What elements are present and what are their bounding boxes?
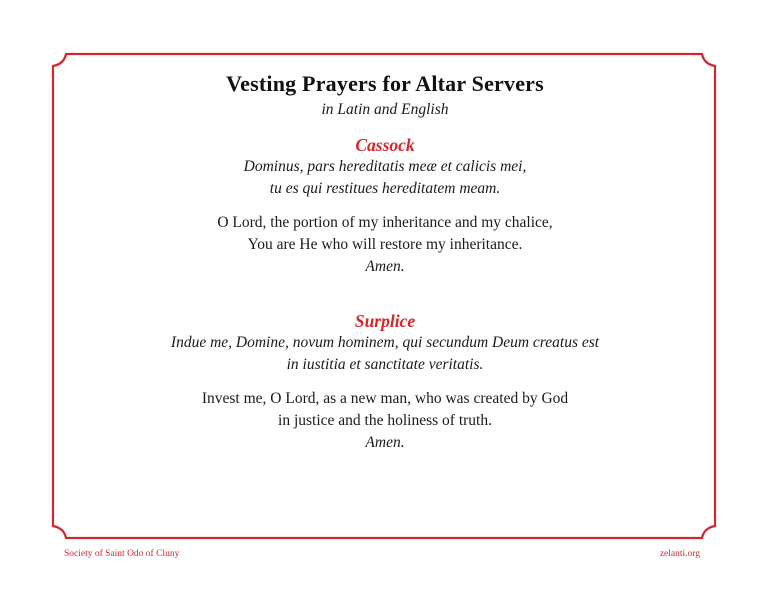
section-cassock — [64, 134, 706, 278]
amen-line: Amen. — [365, 434, 405, 451]
section-heading-cassock: Cassock — [355, 135, 415, 155]
english-line: O Lord, the portion of my inheritance and my chalice, — [217, 214, 553, 231]
prayer-card — [64, 70, 706, 454]
english-line: in justice and the holiness of truth. — [278, 412, 492, 429]
section-heading-surplice: Surplice — [354, 311, 416, 331]
latin-line: Dominus, pars hereditatis meæ et calicis mei, — [243, 158, 527, 175]
latin-prayer-surplice — [64, 332, 706, 376]
latin-line: tu es qui restitues hereditatem meam. — [269, 180, 501, 197]
latin-line: in iustitia et sanctitate veritatis. — [286, 356, 484, 373]
section-surplice — [64, 310, 706, 454]
footer-society-name: Society of Saint Odo of Cluny — [64, 549, 180, 559]
footer-website-link[interactable]: zelanti.org — [659, 549, 700, 559]
amen-line: Amen. — [365, 258, 405, 275]
english-line: Invest me, O Lord, as a new man, who was created by God — [201, 390, 569, 407]
page-subtitle: in Latin and English — [321, 101, 449, 118]
english-line: You are He who will restore my inheritance. — [247, 236, 523, 253]
english-prayer-cassock — [64, 212, 706, 278]
page-title: Vesting Prayers for Altar Servers — [226, 71, 544, 96]
english-prayer-surplice — [64, 388, 706, 454]
latin-prayer-cassock — [64, 156, 706, 200]
latin-line: Indue me, Domine, novum hominem, qui secundum Deum creatus est — [170, 334, 600, 351]
